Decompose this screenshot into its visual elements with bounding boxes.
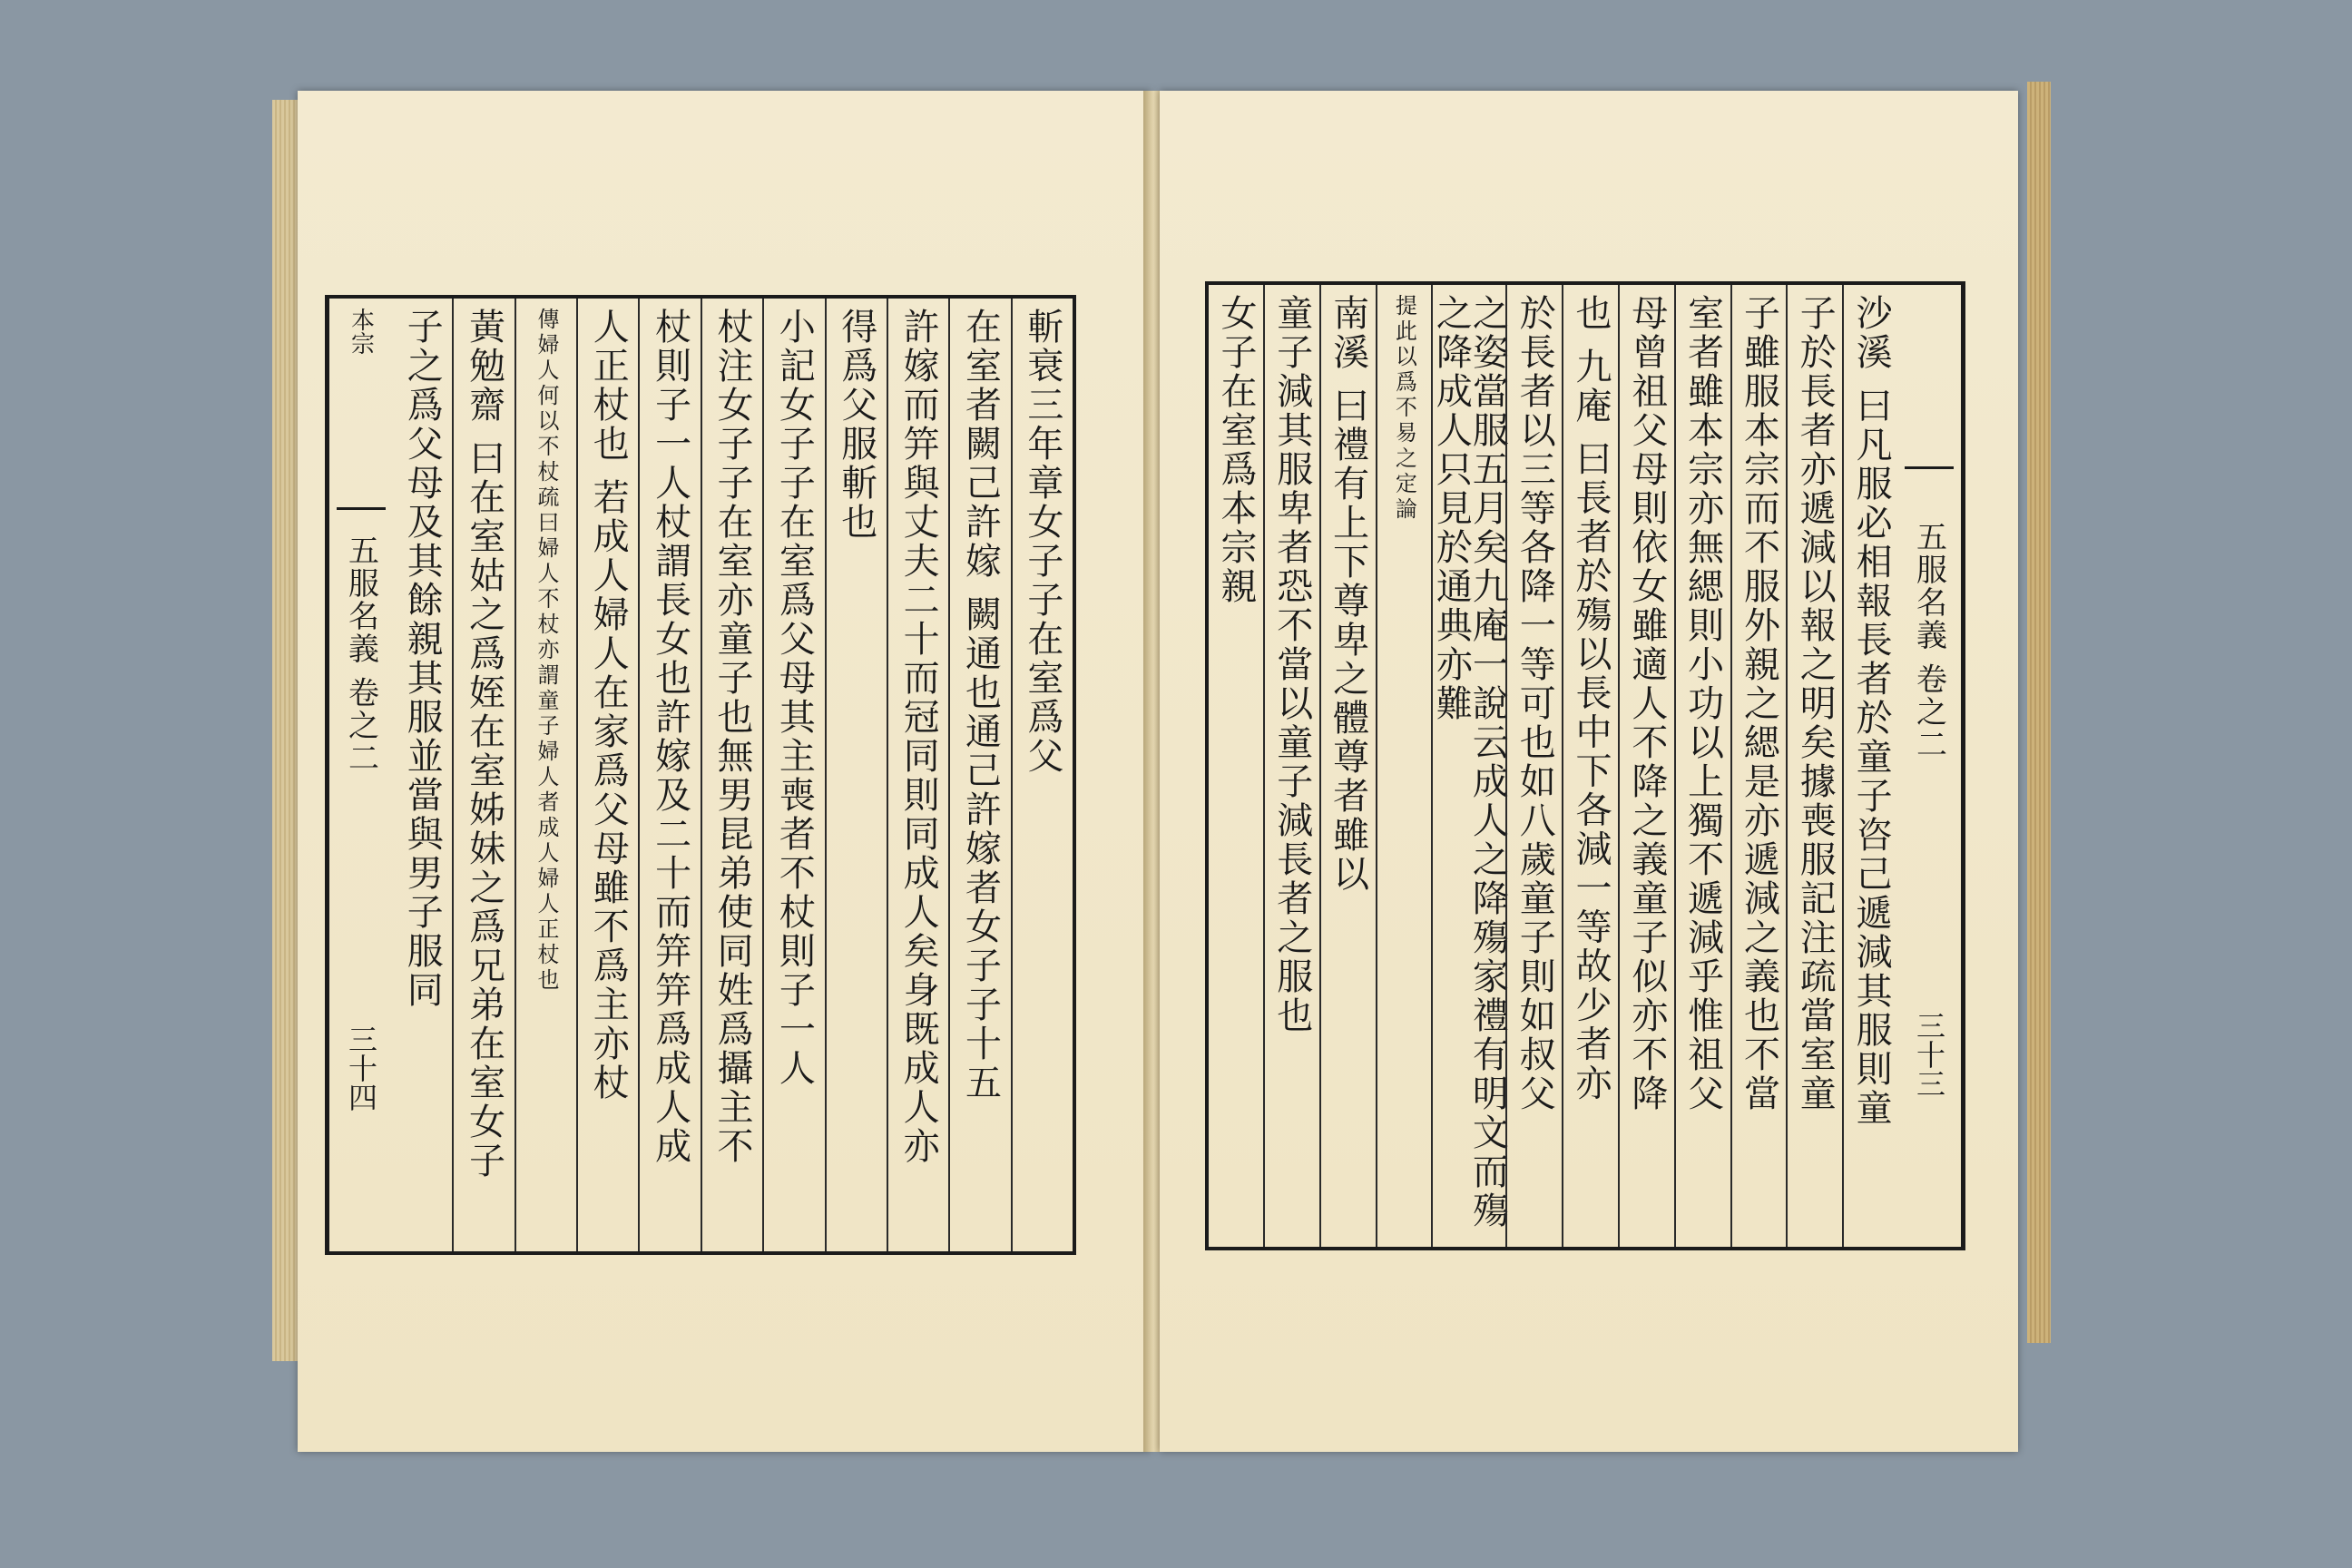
text-column: 室者雖本宗亦無緦則小功以上獨不遞減乎惟祖父 [1674,285,1730,1247]
text-column: 之姿當服五月矣九庵一說云成人之降殤家禮有明文而殤之降成人只見於通典亦難 [1431,285,1505,1247]
text-column: 斬衰三年章女子子在室爲父 [1011,299,1073,1251]
text-column: 杖注女子子在室亦童子也無男昆弟使同姓爲攝主不 [701,299,762,1251]
page-edges-right [2027,82,2051,1343]
left-text-frame [325,295,1076,1255]
banxin-page-number: 三十四 [344,1024,378,1112]
text-column: 小記女子子在室爲父母其主喪者不杖則子一人 [762,299,824,1251]
text-column: 子雖服本宗而不服外親之緦是亦遞減之義也不當 [1730,285,1787,1247]
banxin-title: 五服名義 卷之二 [342,534,379,775]
text-column: 於長者以三等各降一等可也如八歲童子則如叔父 [1505,285,1562,1247]
right-page [1160,91,2018,1452]
text-column: 子之爲父母及其餘親其服並當與男子服同 [401,308,444,1010]
annotation-column: 傳婦人何以不杖疏曰婦人不杖亦謂童子婦人者成人婦人正杖也 [514,299,576,1251]
fishtail-mark [337,507,386,526]
text-column: 子於長者亦遞減以報之明矣據喪服記注疏當室童 [1786,285,1842,1247]
left-banxin [327,299,393,1251]
text-column: 童子減其服卑者恐不當以童子減長者之服也 [1263,285,1319,1247]
page-edges-left [272,100,299,1361]
left-page [298,91,1151,1452]
text-column: 母曾祖父母則依女雖適人不降之義童子似亦不降 [1618,285,1674,1247]
text-column: 南溪 曰禮有上下尊卑之體尊者雖以 [1319,285,1376,1247]
text-column: 得爲父服斬也 [825,299,887,1251]
banxin-title: 五服名義 卷之二 [1910,521,1947,761]
text-column: 黃勉齋 曰在室姑之爲姪在室姊妹之爲兄弟在室女子 [452,299,514,1251]
text-column: 在室者闕己許嫁 闕通也通己許嫁者女子子十五 [948,299,1010,1251]
fishtail-mark [1905,466,1954,485]
open-book [272,64,2051,1479]
right-text-frame [1205,281,1965,1250]
text-column: 許嫁而笄與丈夫二十而冠同則同成人矣身既成人亦 [887,299,948,1251]
text-column: 女子在室爲本宗親 [1214,294,1257,606]
banxin-page-number: 三十三 [1912,1011,1946,1098]
annotation-column: 提此以爲不易之定論 [1376,285,1432,1247]
banxin-section-label: 本宗 [347,308,375,355]
text-column: 沙溪 曰凡服必相報長者於童子咨己遞減其服則童 [1842,285,1898,1247]
right-banxin [1897,285,1964,1247]
text-column: 杖則子一人杖謂長女也許嫁及二十而笄笄爲成人成 [638,299,700,1251]
text-column: 人正杖也 若成人婦人在家爲父母雖不爲主亦杖 [576,299,638,1251]
text-column: 也 九庵 曰長者於殤以長中下各減一等故少者亦 [1562,285,1618,1247]
left-columns [392,299,1073,1251]
right-columns [1209,285,1898,1247]
